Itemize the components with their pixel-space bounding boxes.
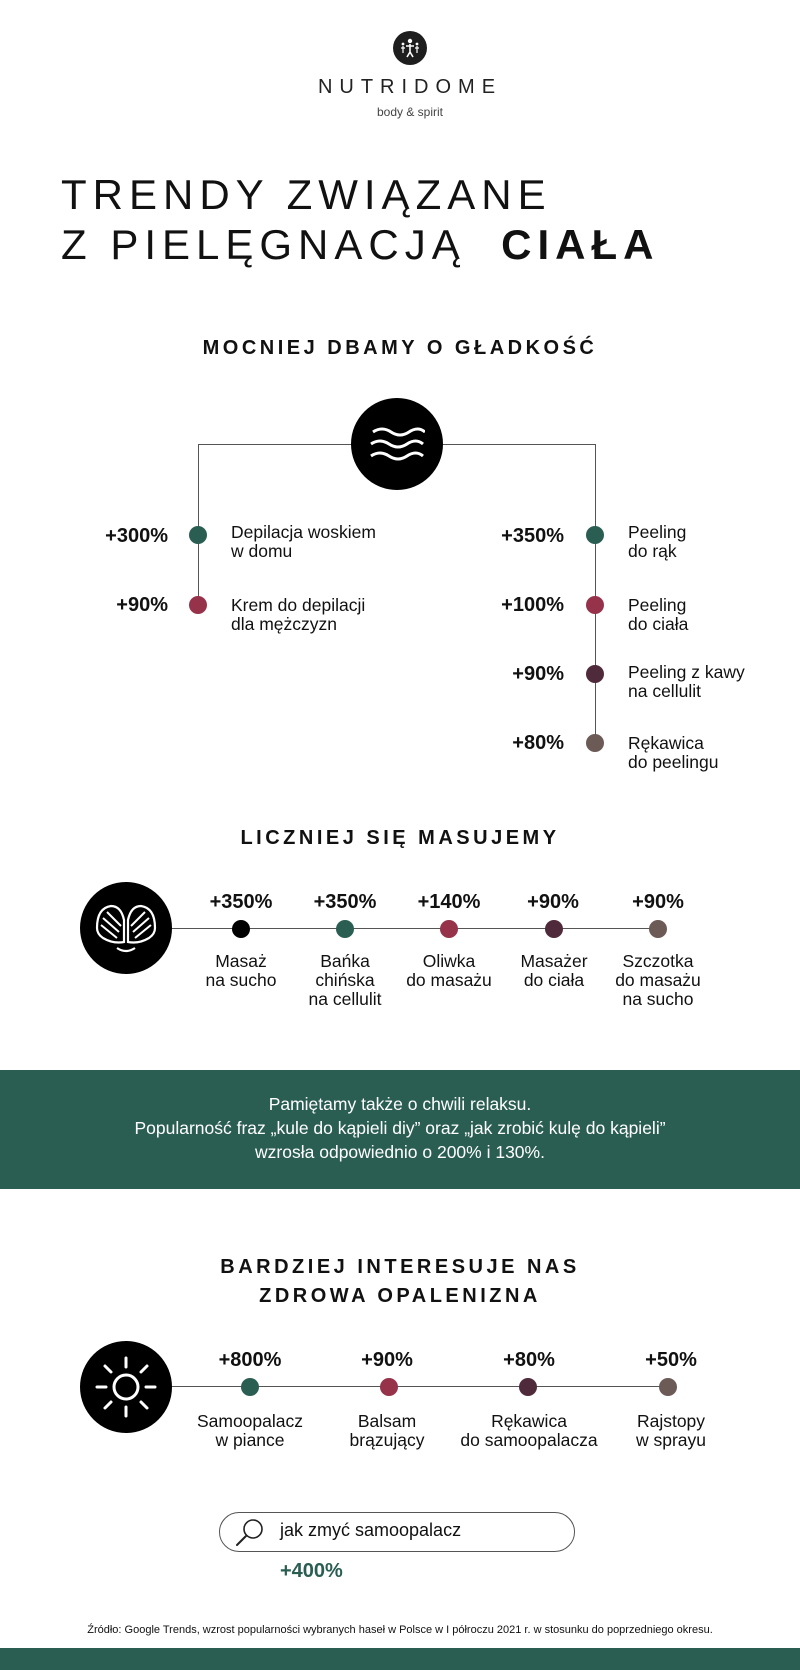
massage-3-label — [389, 952, 509, 990]
massage-2-label-line1: Bańka — [320, 951, 370, 971]
massage-hands-icon — [91, 898, 161, 958]
massage-1-dot — [232, 920, 250, 938]
massage-5-label-line3: na sucho — [622, 989, 694, 1009]
smooth-left-1-dot — [189, 526, 207, 544]
waves-icon — [369, 424, 425, 464]
search-pct: +400% — [280, 1560, 343, 1582]
tan-2-pct: +90% — [361, 1349, 413, 1371]
section-tan-heading-line2: ZDROWA OPALENIZNA — [259, 1285, 541, 1307]
page-title — [61, 170, 659, 270]
tan-3-label-line2: do samoopalacza — [460, 1430, 598, 1450]
smooth-left-1-pct: +300% — [105, 525, 168, 547]
source-note: Źródło: Google Trends, wzrost popularności wybranych haseł w Polsce w I półroczu 2021 r. w stosunku do poprzedniego okresu. — [87, 1624, 713, 1636]
tan-4-dot — [659, 1378, 677, 1396]
sun-icon-badge — [80, 1341, 172, 1433]
tan-4-label-line1: Rajstopy — [636, 1411, 706, 1431]
smooth-right-4-dot — [586, 734, 604, 752]
title-line-2 — [61, 220, 659, 270]
figures-logo-icon — [398, 36, 422, 60]
massage-5-label-line1: Szczotka — [622, 951, 694, 971]
massage-4-pct: +90% — [527, 891, 579, 913]
section-tan-heading-line1: BARDZIEJ INTERESUJE NAS — [220, 1256, 580, 1278]
tan-3-pct: +80% — [503, 1349, 555, 1371]
smooth-right-4-pct: +80% — [512, 732, 564, 754]
tan-4-label-line2: w sprayu — [635, 1430, 707, 1450]
massage-5-pct: +90% — [632, 891, 684, 913]
massage-2-label-line3: na cellulit — [308, 989, 382, 1009]
smooth-left-1-label-line2: w domu — [231, 541, 293, 561]
massage-2-label-line2: chińska — [315, 970, 375, 990]
smooth-right-3-label-line2: na cellulit — [628, 681, 701, 701]
smooth-right-3-pct: +90% — [512, 663, 564, 685]
brand-tagline: body & spirit — [376, 105, 444, 119]
massage-4-label-line2: do ciała — [523, 970, 585, 990]
massage-5-label-line2: do masażu — [615, 970, 701, 990]
waves-icon-badge — [351, 398, 443, 490]
tan-2-label-line1: Balsam — [357, 1411, 417, 1431]
tan-1-label — [175, 1412, 325, 1450]
brand-name: NUTRIDOME — [317, 76, 503, 98]
massage-5-dot — [649, 920, 667, 938]
smooth-right-1-dot — [586, 526, 604, 544]
smooth-right-4-label — [628, 734, 719, 772]
smooth-right-2-label — [628, 596, 688, 634]
smooth-right-1-pct: +350% — [501, 525, 564, 547]
smooth-right-2-pct: +100% — [501, 594, 564, 616]
tan-2-label — [312, 1412, 462, 1450]
tan-1-label-line1: Samoopalacz — [196, 1411, 304, 1431]
title-line-1: TRENDY ZWIĄZANE — [61, 171, 552, 218]
tan-4-label — [596, 1412, 746, 1450]
smooth-left-1-label — [231, 523, 376, 561]
tan-4-pct: +50% — [645, 1349, 697, 1371]
footer-bar — [0, 1648, 800, 1670]
smooth-right-2-label-line2: do ciała — [628, 614, 689, 634]
massage-2-pct: +350% — [313, 891, 377, 913]
section-smoothness-heading: MOCNIEJ DBAMY O GŁADKOŚĆ — [202, 337, 598, 359]
massage-icon-badge — [80, 882, 172, 974]
massage-3-pct: +140% — [417, 891, 481, 913]
search-query: jak zmyć samoopalacz — [280, 1520, 462, 1540]
massage-5-label — [598, 952, 718, 1009]
section-massage-heading: LICZNIEJ SIĘ MASUJEMY — [240, 827, 560, 849]
massage-3-label-line2: do masażu — [406, 970, 492, 990]
smooth-left-2-pct: +90% — [116, 594, 168, 616]
smooth-right-1-label — [628, 523, 686, 561]
massage-1-pct: +350% — [209, 891, 273, 913]
banner-line-1: Pamiętamy także o chwili relaksu. — [268, 1094, 532, 1114]
title-line-2-prefix: Z PIELĘGNACJĄ — [61, 221, 466, 268]
smooth-right-3-dot — [586, 665, 604, 683]
tan-2-dot — [380, 1378, 398, 1396]
massage-1-label — [181, 952, 301, 990]
smooth-right-1-label-line2: do rąk — [628, 541, 677, 561]
massage-1-label-line1: Masaż — [215, 951, 267, 971]
smooth-right-4-label-line2: do peelingu — [628, 752, 719, 772]
smooth-left-2-label-line1: Krem do depilacji — [231, 595, 366, 615]
smooth-right-3-label-line1: Peeling z kawy — [628, 662, 745, 682]
smooth-left-1-label-line1: Depilacja woskiem — [231, 522, 376, 542]
smooth-left-2-label-line2: dla mężczyzn — [231, 614, 338, 634]
relax-banner — [0, 1070, 800, 1189]
tan-1-pct: +800% — [218, 1349, 282, 1371]
tan-3-label — [444, 1412, 614, 1450]
tree-right-branch — [595, 444, 596, 744]
smooth-right-2-label-line1: Peeling — [628, 595, 687, 615]
section-tan-heading — [0, 1253, 800, 1311]
banner-line-3: wzrosła odpowiednio o 200% i 130%. — [255, 1142, 545, 1162]
massage-1-label-line2: na sucho — [205, 970, 277, 990]
massage-3-dot — [440, 920, 458, 938]
tan-1-label-line2: w piance — [215, 1430, 285, 1450]
massage-3-label-line1: Oliwka — [422, 951, 476, 971]
smooth-right-3-label — [628, 663, 745, 701]
sun-icon — [93, 1354, 159, 1420]
tan-2-label-line2: brązujący — [349, 1430, 425, 1450]
smooth-right-4-label-line1: Rękawica — [628, 733, 704, 753]
massage-2-dot — [336, 920, 354, 938]
tree-left-branch — [198, 444, 199, 605]
smooth-right-1-label-line1: Peeling — [628, 522, 687, 542]
massage-4-label — [494, 952, 614, 990]
smooth-left-2-label — [231, 596, 365, 634]
smooth-right-2-dot — [586, 596, 604, 614]
banner-line-2: Popularność fraz „kule do kąpieli diy” oraz „jak zrobić kulę do kąpieli” — [134, 1118, 666, 1138]
tan-1-dot — [241, 1378, 259, 1396]
massage-2-label — [285, 952, 405, 1009]
brand-logo — [393, 31, 427, 65]
tan-3-label-line1: Rękawica — [491, 1411, 567, 1431]
massage-4-dot — [545, 920, 563, 938]
tan-3-dot — [519, 1378, 537, 1396]
smooth-left-2-dot — [189, 596, 207, 614]
massage-4-label-line1: Masażer — [520, 951, 588, 971]
magnifier-icon — [234, 1517, 266, 1552]
title-line-2-bold: CIAŁA — [501, 221, 660, 268]
